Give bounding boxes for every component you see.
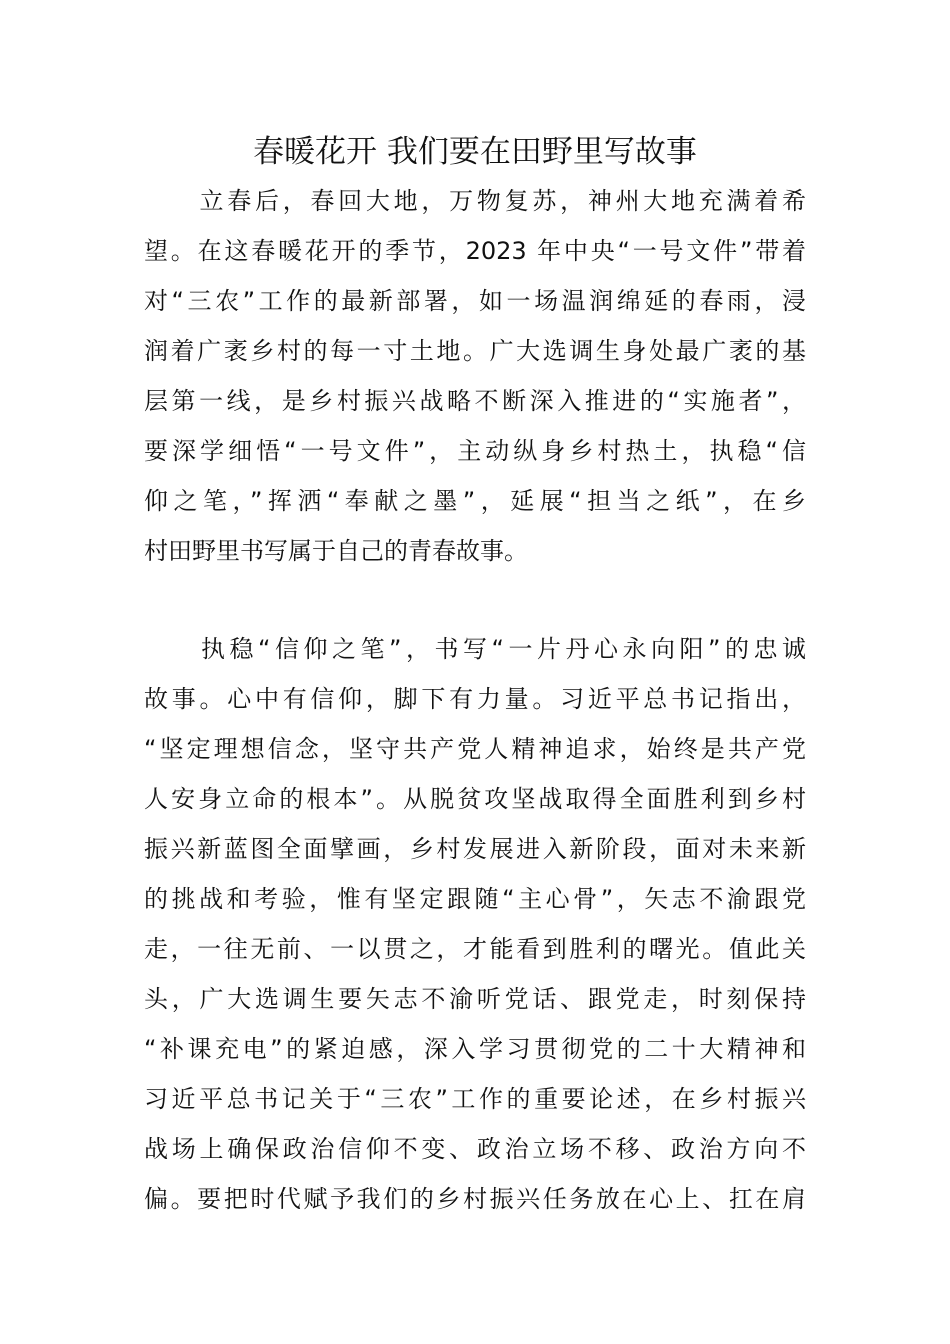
paragraph-line: 习近平总书记关于“三农”工作的重要论述，在乡村振兴 xyxy=(144,1085,806,1113)
paragraph-line: 对“三农”工作的最新部署，如一场温润绵延的春雨，浸 xyxy=(144,287,806,315)
paragraph-line: 村田野里书写属于自己的青春故事。 xyxy=(144,537,528,565)
paragraph-line: 立春后，春回大地，万物复苏，神州大地充满着希 xyxy=(144,187,806,215)
paragraph-line: “补课充电”的紧迫感，深入学习贯彻党的二十大精神和 xyxy=(144,1035,806,1063)
paragraph-2 xyxy=(144,624,806,1224)
paragraph-line: 头，广大选调生要矢志不渝听党话、跟党走，时刻保持 xyxy=(144,985,806,1013)
paragraph-line: 望。在这春暖花开的季节，2023 年中央“一号文件”带着 xyxy=(144,237,806,265)
paragraph-line: 仰之笔，”挥洒“奉献之墨”，延展“担当之纸”，在乡 xyxy=(144,487,806,515)
paragraph-line: 战场上确保政治信仰不变、政治立场不移、政治方向不 xyxy=(144,1135,806,1163)
paragraph-line: “坚定理想信念，坚守共产党人精神追求，始终是共产党 xyxy=(144,735,806,763)
paragraph-line: 要深学细悟“一号文件”，主动纵身乡村热土，执稳“信 xyxy=(144,437,806,465)
paragraph-line: 偏。要把时代赋予我们的乡村振兴任务放在心上、扛在肩 xyxy=(144,1185,806,1213)
document-title: 春暖花开 我们要在田野里写故事 xyxy=(253,134,697,170)
paragraph-line: 执稳“信仰之笔”，书写“一片丹心永向阳”的忠诚 xyxy=(144,635,806,663)
paragraph-line: 故事。心中有信仰，脚下有力量。习近平总书记指出， xyxy=(144,685,806,713)
paragraph-line: 润着广袤乡村的每一寸土地。广大选调生身处最广袤的基 xyxy=(144,337,806,365)
paragraph-line: 振兴新蓝图全面擘画，乡村发展进入新阶段，面对未来新 xyxy=(144,835,806,863)
paragraph-line: 走，一往无前、一以贯之，才能看到胜利的曙光。值此关 xyxy=(144,935,806,963)
paragraph-line: 的挑战和考验，惟有坚定跟随“主心骨”，矢志不渝跟党 xyxy=(144,885,806,913)
paragraph-line: 层第一线，是乡村振兴战略不断深入推进的“实施者”， xyxy=(144,387,806,415)
paragraph-line: 人安身立命的根本”。从脱贫攻坚战取得全面胜利到乡村 xyxy=(144,785,806,813)
paragraph-1 xyxy=(144,176,806,576)
